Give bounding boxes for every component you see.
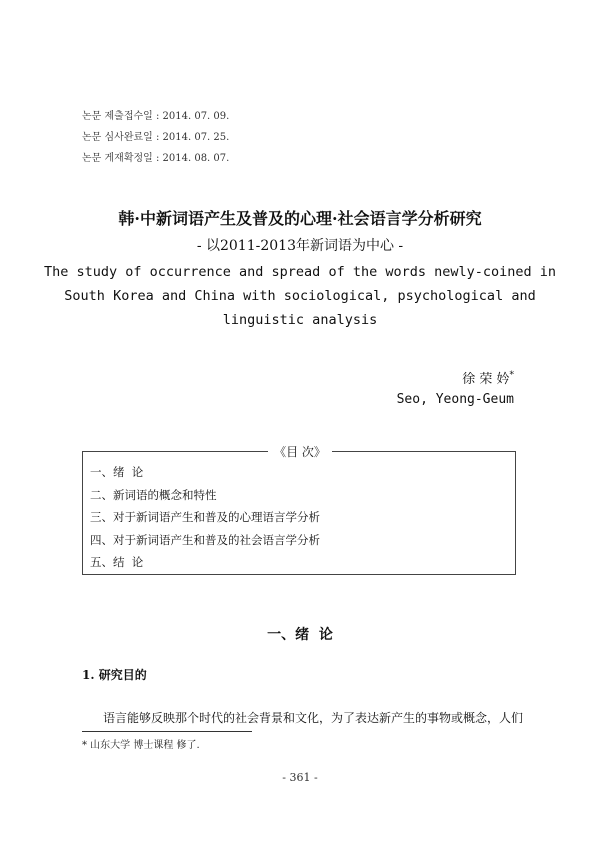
toc-list: [90, 461, 320, 574]
toc-item: 二、新词语的概念和特性: [90, 487, 217, 502]
paper-title-english: [40, 260, 560, 332]
toc-item: 五、结 论: [90, 555, 144, 569]
author-name-english: Seo, Yeong-Geum: [396, 392, 514, 407]
toc-item: 四、对于新词语产生和普及的社会语言学分析: [90, 532, 320, 547]
page-number: - 361 -: [282, 771, 318, 784]
date-reviewed: 논문 심사완료일 : 2014. 07. 25.: [82, 132, 230, 143]
footnote-divider: [82, 731, 252, 732]
title-en-line-1: The study of occurrence and spread of the words newly-coined in: [43, 264, 557, 280]
author-name-chinese: [462, 368, 514, 387]
paper-title-chinese: 韩·中新词语产生及普及的心理·社会语言学分析研究: [118, 209, 482, 228]
toc-item: 一、绪 论: [90, 465, 144, 479]
body-paragraph: 语言能够反映那个时代的社会背景和文化，为了表达新产生的事物或概念，人们: [103, 711, 524, 725]
toc-item: 三、对于新词语产生和普及的心理语言学分析: [90, 510, 320, 524]
paper-subtitle: - 以2011-2013年新词语为中心 -: [196, 238, 404, 254]
author-footnote-mark: *: [509, 370, 514, 381]
title-en-line-2: South Korea and China with sociological, psychological and: [64, 288, 536, 304]
date-accepted: 논문 게재확정일 : 2014. 08. 07.: [82, 153, 230, 164]
submission-dates: [82, 106, 229, 169]
author-zh-text: 徐 荣 妗: [462, 372, 510, 387]
date-received: 논문 제출접수일 : 2014. 07. 09.: [82, 111, 230, 122]
toc-heading-text: 《目 次》: [268, 445, 332, 459]
section-heading: 一、绪 论: [267, 627, 333, 643]
footnote: * 山东大学 博士课程 修了.: [82, 740, 200, 751]
toc-heading: [0, 443, 600, 460]
title-en-line-3: linguistic analysis: [222, 312, 378, 328]
subsection-heading: 1. 研究目的: [82, 668, 147, 682]
